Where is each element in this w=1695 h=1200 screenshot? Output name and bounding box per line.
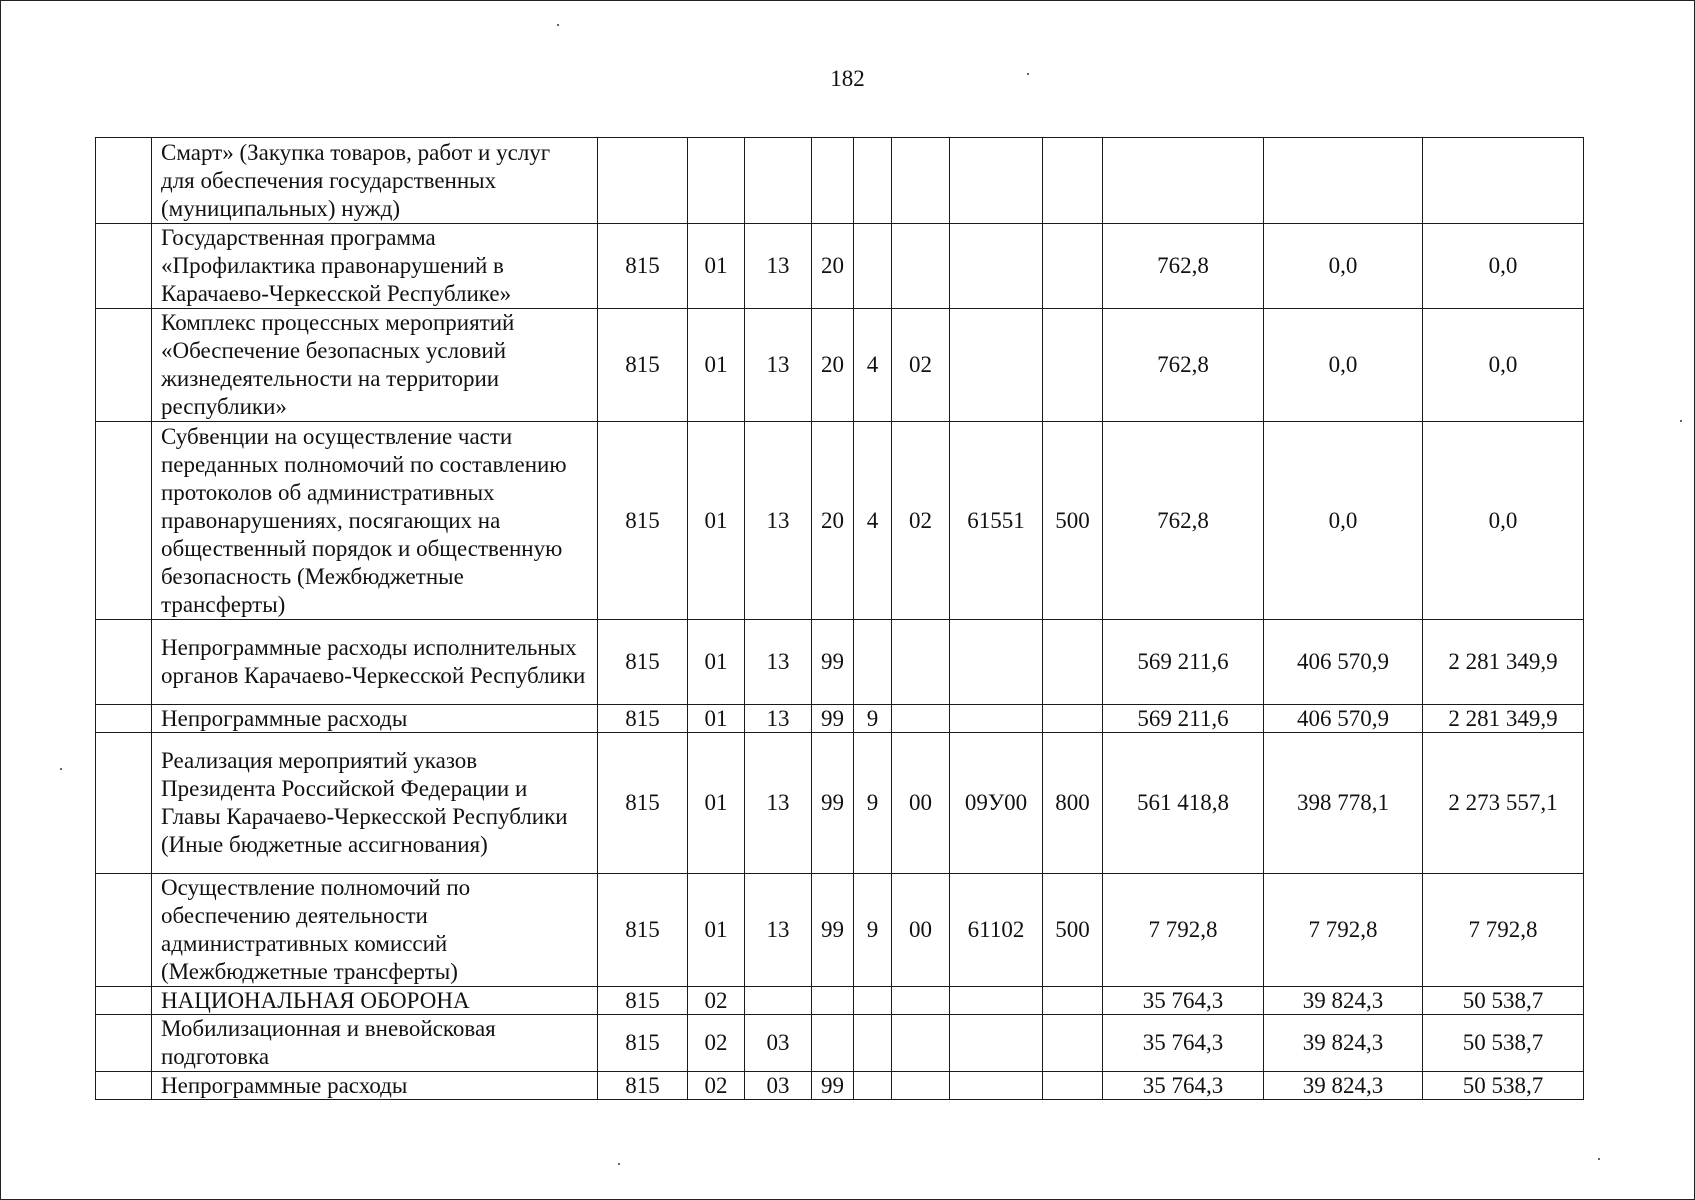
ministry-code-cell: 815: [598, 224, 688, 309]
row-name-cell: Субвенции на осуществление части переданных полномочий по составлению протоколов об административных правонарушениях, посягающих на общественный порядок и общественную безопасность (Межбюджетные трансферты): [152, 422, 598, 620]
subsection-code-cell: 13: [745, 705, 812, 733]
expense-type-cell: 800: [1043, 733, 1103, 874]
budget-table: [95, 137, 1584, 1100]
subprogram-code-cell: [854, 1015, 892, 1072]
ministry-code-cell: 815: [598, 620, 688, 705]
section-code-cell: [688, 138, 745, 224]
subsection-code-cell: 13: [745, 874, 812, 987]
amount-2-cell: 406 570,9: [1264, 705, 1423, 733]
subsection-code-cell: [745, 987, 812, 1015]
direction-code-cell: [950, 620, 1043, 705]
table-row: [96, 733, 1584, 874]
element-code-cell: [892, 705, 950, 733]
row-index-cell: [96, 422, 152, 620]
amount-3-cell: 2 281 349,9: [1423, 705, 1584, 733]
row-name-cell: Непрограммные расходы исполнительных органов Карачаево-Черкесской Республики: [152, 620, 598, 705]
scan-speck: [1027, 73, 1029, 75]
subprogram-code-cell: 9: [854, 733, 892, 874]
section-code-cell: 01: [688, 224, 745, 309]
table-row: [96, 422, 1584, 620]
expense-type-cell: [1043, 620, 1103, 705]
row-index-cell: [96, 874, 152, 987]
amount-2-cell: 0,0: [1264, 309, 1423, 422]
section-code-cell: 01: [688, 422, 745, 620]
subsection-code-cell: 13: [745, 620, 812, 705]
direction-code-cell: [950, 309, 1043, 422]
element-code-cell: [892, 620, 950, 705]
row-index-cell: [96, 309, 152, 422]
subprogram-code-cell: 9: [854, 874, 892, 987]
program-code-cell: 20: [812, 224, 854, 309]
row-name-cell: Непрограммные расходы: [152, 1072, 598, 1100]
subsection-code-cell: [745, 138, 812, 224]
subsection-code-cell: 13: [745, 422, 812, 620]
amount-1-cell: 762,8: [1103, 309, 1264, 422]
table-row: [96, 874, 1584, 987]
subprogram-code-cell: [854, 224, 892, 309]
amount-1-cell: 762,8: [1103, 224, 1264, 309]
amount-3-cell: 50 538,7: [1423, 1072, 1584, 1100]
page-number: 182: [830, 66, 865, 91]
section-code-cell: 02: [688, 1072, 745, 1100]
amount-1-cell: 7 792,8: [1103, 874, 1264, 987]
table-row: [96, 1015, 1584, 1072]
amount-1-cell: 569 211,6: [1103, 705, 1264, 733]
section-code-cell: 02: [688, 987, 745, 1015]
subsection-code-cell: 13: [745, 224, 812, 309]
row-index-cell: [96, 620, 152, 705]
element-code-cell: 00: [892, 733, 950, 874]
program-code-cell: 99: [812, 1072, 854, 1100]
amount-2-cell: [1264, 138, 1423, 224]
expense-type-cell: 500: [1043, 422, 1103, 620]
subprogram-code-cell: 4: [854, 422, 892, 620]
expense-type-cell: [1043, 138, 1103, 224]
amount-1-cell: 35 764,3: [1103, 1015, 1264, 1072]
section-code-cell: 01: [688, 620, 745, 705]
element-code-cell: 00: [892, 874, 950, 987]
row-name-cell: Реализация мероприятий указов Президента Российской Федерации и Главы Карачаево-Черкесской Республики (Иные бюджетные ассигнования): [152, 733, 598, 874]
amount-1-cell: 35 764,3: [1103, 987, 1264, 1015]
scan-speck: [60, 768, 62, 770]
row-name-cell: Осуществление полномочий по обеспечению деятельности административных комиссий (Межбюджетные трансферты): [152, 874, 598, 987]
direction-code-cell: [950, 224, 1043, 309]
expense-type-cell: 500: [1043, 874, 1103, 987]
expense-type-cell: [1043, 1072, 1103, 1100]
subprogram-code-cell: [854, 1072, 892, 1100]
subprogram-code-cell: [854, 620, 892, 705]
section-code-cell: 01: [688, 309, 745, 422]
amount-1-cell: 762,8: [1103, 422, 1264, 620]
amount-1-cell: 35 764,3: [1103, 1072, 1264, 1100]
amount-3-cell: 0,0: [1423, 309, 1584, 422]
amount-3-cell: 50 538,7: [1423, 1015, 1584, 1072]
amount-3-cell: 2 281 349,9: [1423, 620, 1584, 705]
direction-code-cell: [950, 138, 1043, 224]
expense-type-cell: [1043, 224, 1103, 309]
direction-code-cell: [950, 1015, 1043, 1072]
program-code-cell: 99: [812, 705, 854, 733]
element-code-cell: [892, 138, 950, 224]
section-code-cell: 01: [688, 874, 745, 987]
amount-2-cell: 0,0: [1264, 422, 1423, 620]
program-code-cell: 20: [812, 309, 854, 422]
amount-3-cell: 7 792,8: [1423, 874, 1584, 987]
amount-1-cell: 569 211,6: [1103, 620, 1264, 705]
row-index-cell: [96, 224, 152, 309]
row-name-cell: Непрограммные расходы: [152, 705, 598, 733]
ministry-code-cell: 815: [598, 422, 688, 620]
row-index-cell: [96, 987, 152, 1015]
direction-code-cell: [950, 705, 1043, 733]
table-row: [96, 1072, 1584, 1100]
amount-2-cell: 39 824,3: [1264, 1015, 1423, 1072]
ministry-code-cell: 815: [598, 1015, 688, 1072]
amount-2-cell: 39 824,3: [1264, 1072, 1423, 1100]
expense-type-cell: [1043, 705, 1103, 733]
table-row: [96, 987, 1584, 1015]
program-code-cell: [812, 138, 854, 224]
row-index-cell: [96, 705, 152, 733]
ministry-code-cell: 815: [598, 733, 688, 874]
section-code-cell: 01: [688, 705, 745, 733]
amount-3-cell: 50 538,7: [1423, 987, 1584, 1015]
subprogram-code-cell: 9: [854, 705, 892, 733]
subprogram-code-cell: [854, 138, 892, 224]
ministry-code-cell: 815: [598, 309, 688, 422]
row-name-cell: Комплекс процессных мероприятий «Обеспечение безопасных условий жизнедеятельности на территории республики»: [152, 309, 598, 422]
subsection-code-cell: 03: [745, 1072, 812, 1100]
subprogram-code-cell: [854, 987, 892, 1015]
row-name-cell: Государственная программа «Профилактика правонарушений в Карачаево-Черкесской Республике»: [152, 224, 598, 309]
expense-type-cell: [1043, 987, 1103, 1015]
table-row: [96, 705, 1584, 733]
amount-3-cell: [1423, 138, 1584, 224]
element-code-cell: [892, 1015, 950, 1072]
direction-code-cell: 09У00: [950, 733, 1043, 874]
amount-2-cell: 39 824,3: [1264, 987, 1423, 1015]
row-index-cell: [96, 138, 152, 224]
scan-speck: [557, 24, 559, 26]
element-code-cell: 02: [892, 422, 950, 620]
element-code-cell: [892, 987, 950, 1015]
amount-1-cell: [1103, 138, 1264, 224]
amount-2-cell: 7 792,8: [1264, 874, 1423, 987]
ministry-code-cell: 815: [598, 874, 688, 987]
scan-speck: [618, 1163, 620, 1165]
amount-3-cell: 0,0: [1423, 422, 1584, 620]
direction-code-cell: 61551: [950, 422, 1043, 620]
amount-1-cell: 561 418,8: [1103, 733, 1264, 874]
scan-speck: [1680, 420, 1682, 422]
element-code-cell: [892, 224, 950, 309]
subsection-code-cell: 03: [745, 1015, 812, 1072]
subprogram-code-cell: 4: [854, 309, 892, 422]
program-code-cell: [812, 1015, 854, 1072]
program-code-cell: 99: [812, 733, 854, 874]
direction-code-cell: [950, 987, 1043, 1015]
subsection-code-cell: 13: [745, 733, 812, 874]
amount-3-cell: 0,0: [1423, 224, 1584, 309]
row-name-cell: Смарт» (Закупка товаров, работ и услуг для обеспечения государственных (муниципальных) нужд): [152, 138, 598, 224]
amount-2-cell: 0,0: [1264, 224, 1423, 309]
amount-3-cell: 2 273 557,1: [1423, 733, 1584, 874]
subsection-code-cell: 13: [745, 309, 812, 422]
expense-type-cell: [1043, 1015, 1103, 1072]
direction-code-cell: [950, 1072, 1043, 1100]
scan-speck: [1598, 1158, 1600, 1160]
program-code-cell: 99: [812, 620, 854, 705]
direction-code-cell: 61102: [950, 874, 1043, 987]
row-name-cell: Мобилизационная и вневойсковая подготовка: [152, 1015, 598, 1072]
program-code-cell: [812, 987, 854, 1015]
amount-2-cell: 398 778,1: [1264, 733, 1423, 874]
element-code-cell: [892, 1072, 950, 1100]
ministry-code-cell: [598, 138, 688, 224]
row-index-cell: [96, 1072, 152, 1100]
table-row: [96, 138, 1584, 224]
ministry-code-cell: 815: [598, 1072, 688, 1100]
row-name-cell: НАЦИОНАЛЬНАЯ ОБОРОНА: [152, 987, 598, 1015]
table-row: [96, 620, 1584, 705]
row-index-cell: [96, 733, 152, 874]
ministry-code-cell: 815: [598, 705, 688, 733]
expense-type-cell: [1043, 309, 1103, 422]
program-code-cell: 99: [812, 874, 854, 987]
ministry-code-cell: 815: [598, 987, 688, 1015]
table-row: [96, 224, 1584, 309]
section-code-cell: 01: [688, 733, 745, 874]
section-code-cell: 02: [688, 1015, 745, 1072]
amount-2-cell: 406 570,9: [1264, 620, 1423, 705]
row-index-cell: [96, 1015, 152, 1072]
table-row: [96, 309, 1584, 422]
element-code-cell: 02: [892, 309, 950, 422]
program-code-cell: 20: [812, 422, 854, 620]
